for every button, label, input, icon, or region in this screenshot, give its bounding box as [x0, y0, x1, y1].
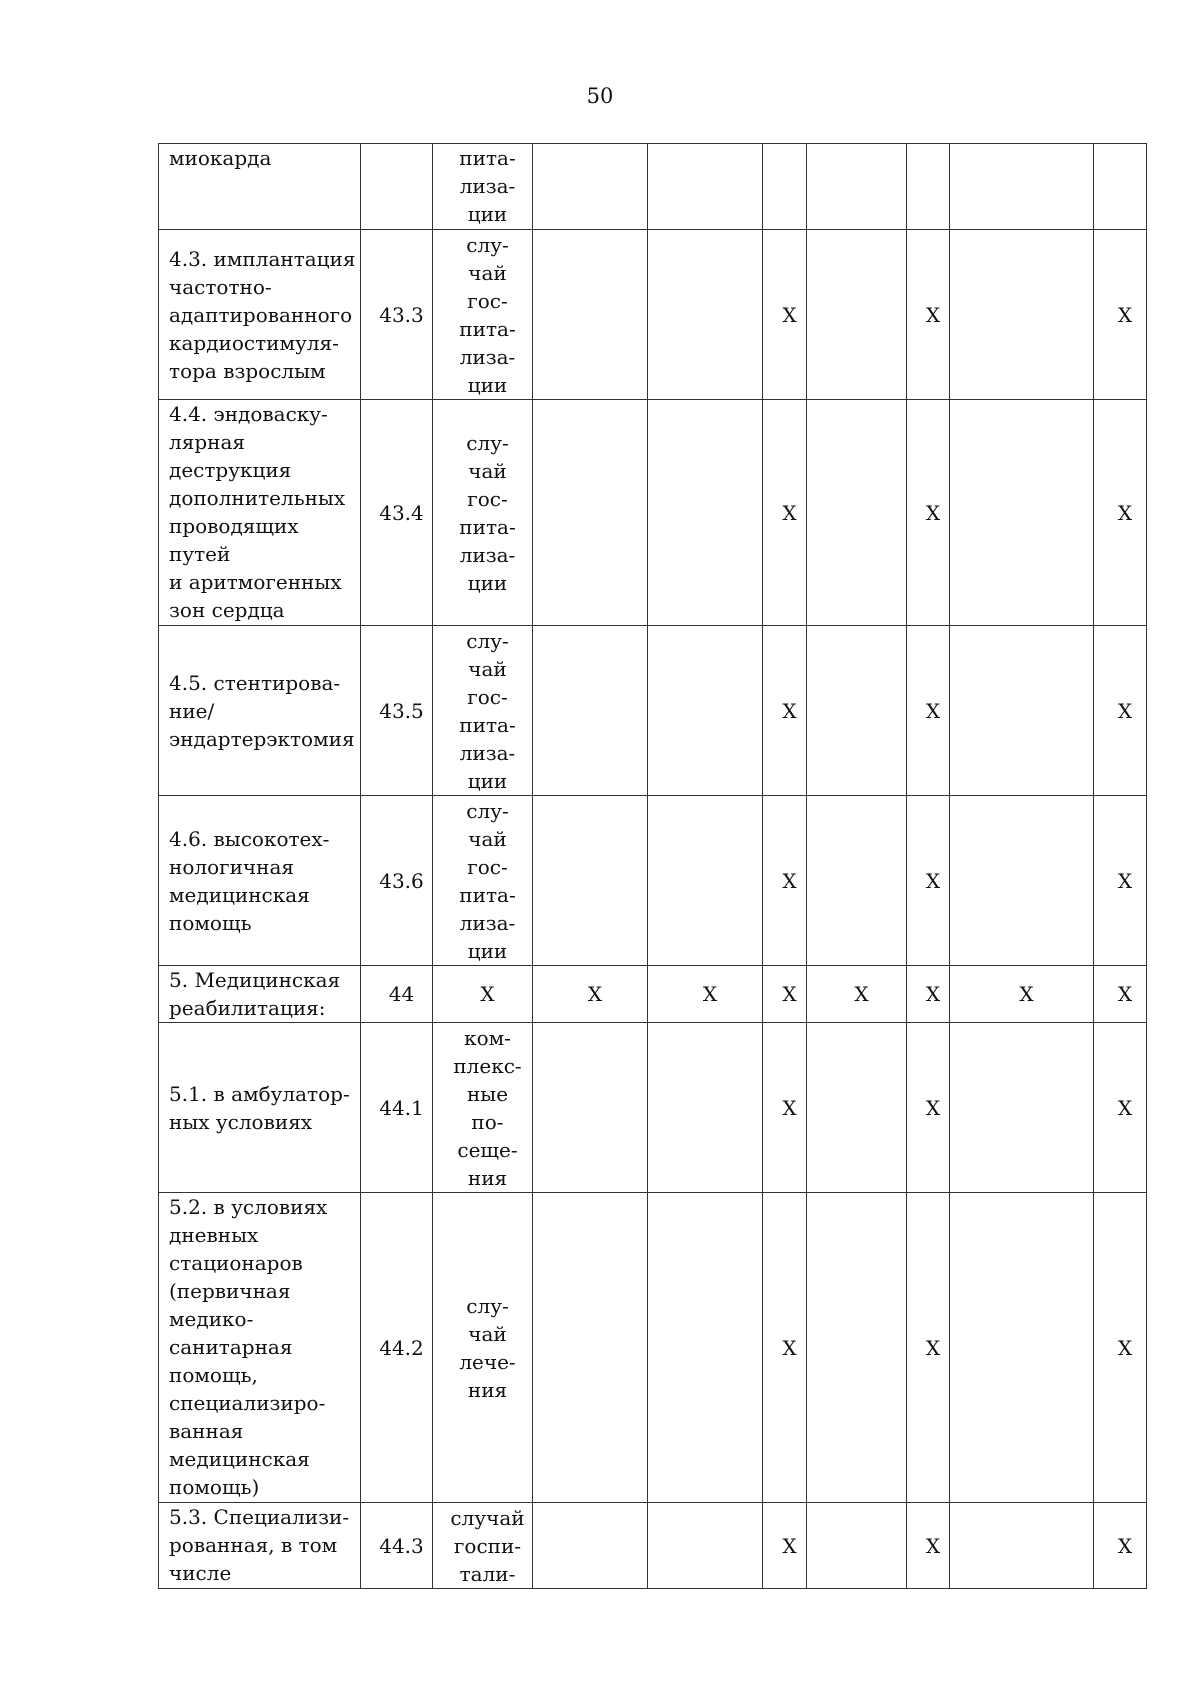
row-code-cell: 43.5 [361, 626, 433, 796]
row-unit-line: ции [467, 768, 508, 793]
row-name-line: 5.3. Специализи- [169, 1505, 350, 1529]
row-mark-cell [533, 1193, 648, 1503]
row-unit-line: гос- [467, 288, 508, 313]
row-name-line: медицинская [169, 1447, 310, 1471]
row-unit-line: тали- [459, 1561, 516, 1586]
row-name-line: медико- [169, 1307, 254, 1331]
row-mark-cell [648, 626, 763, 796]
row-mark-cell [648, 230, 763, 400]
row-unit-line: лече- [459, 1349, 516, 1374]
row-unit-line: пита- [459, 146, 516, 170]
row-unit-cell [433, 796, 533, 966]
row-mark-cell [533, 230, 648, 400]
row-mark-cell: X [907, 966, 950, 1023]
row-mark-cell [648, 796, 763, 966]
row-name-line: 5. Медицинская [169, 968, 341, 992]
row-mark-cell [807, 1193, 907, 1503]
row-mark-cell: X [907, 626, 950, 796]
row-name-line: 5.1. в амбулатор- [169, 1081, 350, 1106]
table-row [159, 1193, 1147, 1503]
row-unit-line: гос- [467, 486, 508, 511]
row-name-line: кардиостимуля- [169, 330, 339, 355]
row-name-cell [159, 1023, 361, 1193]
row-mark-cell [533, 626, 648, 796]
row-name-line: дневных [169, 1223, 259, 1247]
row-name-cell [159, 626, 361, 796]
row-unit-line: слу- [466, 628, 509, 653]
document-table [158, 143, 1147, 1589]
table-row [159, 230, 1147, 400]
row-unit-cell [433, 144, 533, 230]
row-mark-cell [907, 144, 950, 230]
row-name-line: стационаров [169, 1251, 303, 1275]
row-unit-line: ния [467, 1165, 508, 1190]
row-name-line: 5.2. в условиях [169, 1195, 328, 1219]
row-mark-cell: X [907, 1503, 950, 1589]
row-unit-line: слу- [466, 430, 509, 455]
row-name-cell [159, 966, 361, 1023]
table-row [159, 1503, 1147, 1589]
row-code-cell: 43.6 [361, 796, 433, 966]
row-unit-cell [433, 230, 533, 400]
row-code-cell: 44.3 [361, 1503, 433, 1589]
row-mark-cell: X [807, 966, 907, 1023]
page-number: 50 [586, 84, 614, 108]
row-name-line: адаптированного [169, 302, 353, 327]
row-unit-line: ции [467, 372, 508, 397]
row-name-cell [159, 400, 361, 626]
row-mark-cell [950, 1503, 1094, 1589]
row-name-line: лярная [169, 430, 245, 454]
row-mark-cell: X [1094, 400, 1147, 626]
row-name-line: дополнительных [169, 486, 346, 510]
row-name-line: ние/ [169, 698, 215, 723]
row-code-cell: 44.2 [361, 1193, 433, 1503]
row-mark-cell [807, 626, 907, 796]
row-mark-cell: X [648, 966, 763, 1023]
row-mark-cell [648, 144, 763, 230]
table-row [159, 626, 1147, 796]
row-name-line: путей [169, 542, 231, 566]
row-name-cell [159, 230, 361, 400]
row-unit-line: пита- [459, 712, 516, 737]
row-unit-line: лиза- [459, 740, 516, 765]
row-mark-cell: X [907, 1023, 950, 1193]
row-name-line: 4.4. эндоваску- [169, 402, 328, 426]
row-name-line: рованная, в том [169, 1533, 338, 1557]
row-unit-line: случай [450, 1505, 525, 1530]
row-mark-cell [648, 1193, 763, 1503]
row-mark-cell: X [1094, 1193, 1147, 1503]
row-mark-cell [807, 1503, 907, 1589]
row-name-line: миокарда [169, 146, 272, 170]
row-name-line: медицинская [169, 882, 310, 907]
row-unit-line: чай [468, 458, 507, 483]
row-unit-line: чай [468, 656, 507, 681]
row-unit-line: сеще- [457, 1137, 518, 1162]
row-name-line: специализиро- [169, 1391, 326, 1415]
row-mark-cell: X [907, 1193, 950, 1503]
row-unit-line: пита- [459, 316, 516, 341]
row-mark-cell [950, 400, 1094, 626]
row-mark-cell: X [763, 626, 807, 796]
row-name-line: санитарная [169, 1335, 293, 1359]
row-unit-line: лиза- [459, 344, 516, 369]
row-mark-cell: X [763, 1023, 807, 1193]
row-name-line: реабилитация: [169, 996, 326, 1020]
row-name-line: числе [169, 1561, 232, 1585]
row-mark-cell: X [1094, 1503, 1147, 1589]
row-mark-cell: X [907, 796, 950, 966]
row-name-line: тора взрослым [169, 358, 326, 383]
row-unit-line: ния [467, 1377, 508, 1402]
row-unit-line: ции [467, 570, 508, 595]
row-unit-line: чай [468, 826, 507, 851]
row-name-cell [159, 1503, 361, 1589]
row-unit-line: чай [468, 260, 507, 285]
row-unit-line: пита- [459, 882, 516, 907]
table-row [159, 400, 1147, 626]
row-unit-line: ные [466, 1081, 509, 1106]
row-mark-cell [807, 230, 907, 400]
row-unit-cell [433, 626, 533, 796]
row-unit-cell [433, 400, 533, 626]
row-name-line: нологичная [169, 854, 295, 879]
row-mark-cell: X [1094, 966, 1147, 1023]
row-name-line: зон сердца [169, 598, 285, 622]
row-unit-cell [433, 1023, 533, 1193]
row-mark-cell [950, 796, 1094, 966]
row-mark-cell [648, 400, 763, 626]
row-name-cell [159, 796, 361, 966]
row-name-line: деструкция [169, 458, 292, 482]
row-mark-cell [950, 144, 1094, 230]
row-mark-cell: X [763, 1503, 807, 1589]
row-name-line: помощь, [169, 1363, 258, 1387]
row-mark-cell: X [763, 796, 807, 966]
row-mark-cell [1094, 144, 1147, 230]
row-name-line: и аритмогенных [169, 570, 342, 594]
row-unit-line: X [480, 982, 495, 1006]
row-unit-line: ции [467, 202, 508, 226]
row-unit-line: слу- [466, 798, 509, 823]
row-name-line: проводящих [169, 514, 299, 538]
row-mark-cell [950, 626, 1094, 796]
row-mark-cell: X [1094, 626, 1147, 796]
row-unit-line: по- [471, 1109, 504, 1134]
row-name-line: эндартерэктомия [169, 726, 355, 751]
row-name-line: 4.5. стентирова- [169, 670, 341, 695]
table-body [159, 144, 1147, 1589]
row-name-line: частотно- [169, 274, 272, 299]
table-row [159, 144, 1147, 230]
row-code-cell: 43.3 [361, 230, 433, 400]
row-mark-cell: X [907, 400, 950, 626]
row-mark-cell: X [763, 400, 807, 626]
row-mark-cell [807, 144, 907, 230]
row-unit-line: гос- [467, 684, 508, 709]
row-unit-line: чай [468, 1321, 507, 1346]
row-unit-cell [433, 1503, 533, 1589]
row-mark-cell: X [1094, 1023, 1147, 1193]
row-mark-cell [533, 400, 648, 626]
row-mark-cell [533, 1023, 648, 1193]
row-unit-cell [433, 1193, 533, 1503]
row-mark-cell [533, 144, 648, 230]
row-name-cell [159, 144, 361, 230]
row-name-line: помощь [169, 910, 252, 935]
row-mark-cell: X [950, 966, 1094, 1023]
row-unit-line: лиза- [459, 174, 516, 198]
row-unit-line: ции [467, 938, 508, 963]
row-mark-cell: X [533, 966, 648, 1023]
row-unit-line: слу- [466, 1293, 509, 1318]
row-unit-cell [433, 966, 533, 1023]
row-mark-cell [533, 1503, 648, 1589]
row-mark-cell [950, 230, 1094, 400]
row-name-line: помощь) [169, 1475, 260, 1499]
row-mark-cell [648, 1503, 763, 1589]
row-mark-cell: X [1094, 796, 1147, 966]
row-name-line: (первичная [169, 1279, 291, 1303]
row-name-line: 4.3. имплантация [169, 246, 356, 271]
row-name-line: ных условиях [169, 1109, 313, 1134]
row-unit-line: пита- [459, 514, 516, 539]
row-unit-line: гос- [467, 854, 508, 879]
row-mark-cell [763, 144, 807, 230]
row-mark-cell [950, 1193, 1094, 1503]
row-name-line: 4.6. высокотех- [169, 826, 330, 851]
row-name-cell [159, 1193, 361, 1503]
row-unit-line: ком- [464, 1025, 511, 1050]
row-mark-cell [807, 400, 907, 626]
row-mark-cell [807, 1023, 907, 1193]
row-code-cell: 44.1 [361, 1023, 433, 1193]
row-mark-cell [533, 796, 648, 966]
row-code-cell: 44 [361, 966, 433, 1023]
row-mark-cell [950, 1023, 1094, 1193]
row-mark-cell: X [763, 966, 807, 1023]
row-unit-line: лиза- [459, 910, 516, 935]
row-unit-line: плекс- [453, 1053, 522, 1078]
table-row [159, 966, 1147, 1023]
row-mark-cell: X [907, 230, 950, 400]
row-unit-line: госпи- [453, 1533, 522, 1558]
table-row [159, 796, 1147, 966]
row-mark-cell [648, 1023, 763, 1193]
row-unit-line: лиза- [459, 542, 516, 567]
table-row [159, 1023, 1147, 1193]
row-mark-cell [807, 796, 907, 966]
row-mark-cell: X [1094, 230, 1147, 400]
row-unit-line: слу- [466, 232, 509, 257]
row-mark-cell: X [763, 1193, 807, 1503]
row-mark-cell: X [763, 230, 807, 400]
row-name-line: ванная [169, 1419, 244, 1443]
row-code-cell: 43.4 [361, 400, 433, 626]
row-code-cell [361, 144, 433, 230]
